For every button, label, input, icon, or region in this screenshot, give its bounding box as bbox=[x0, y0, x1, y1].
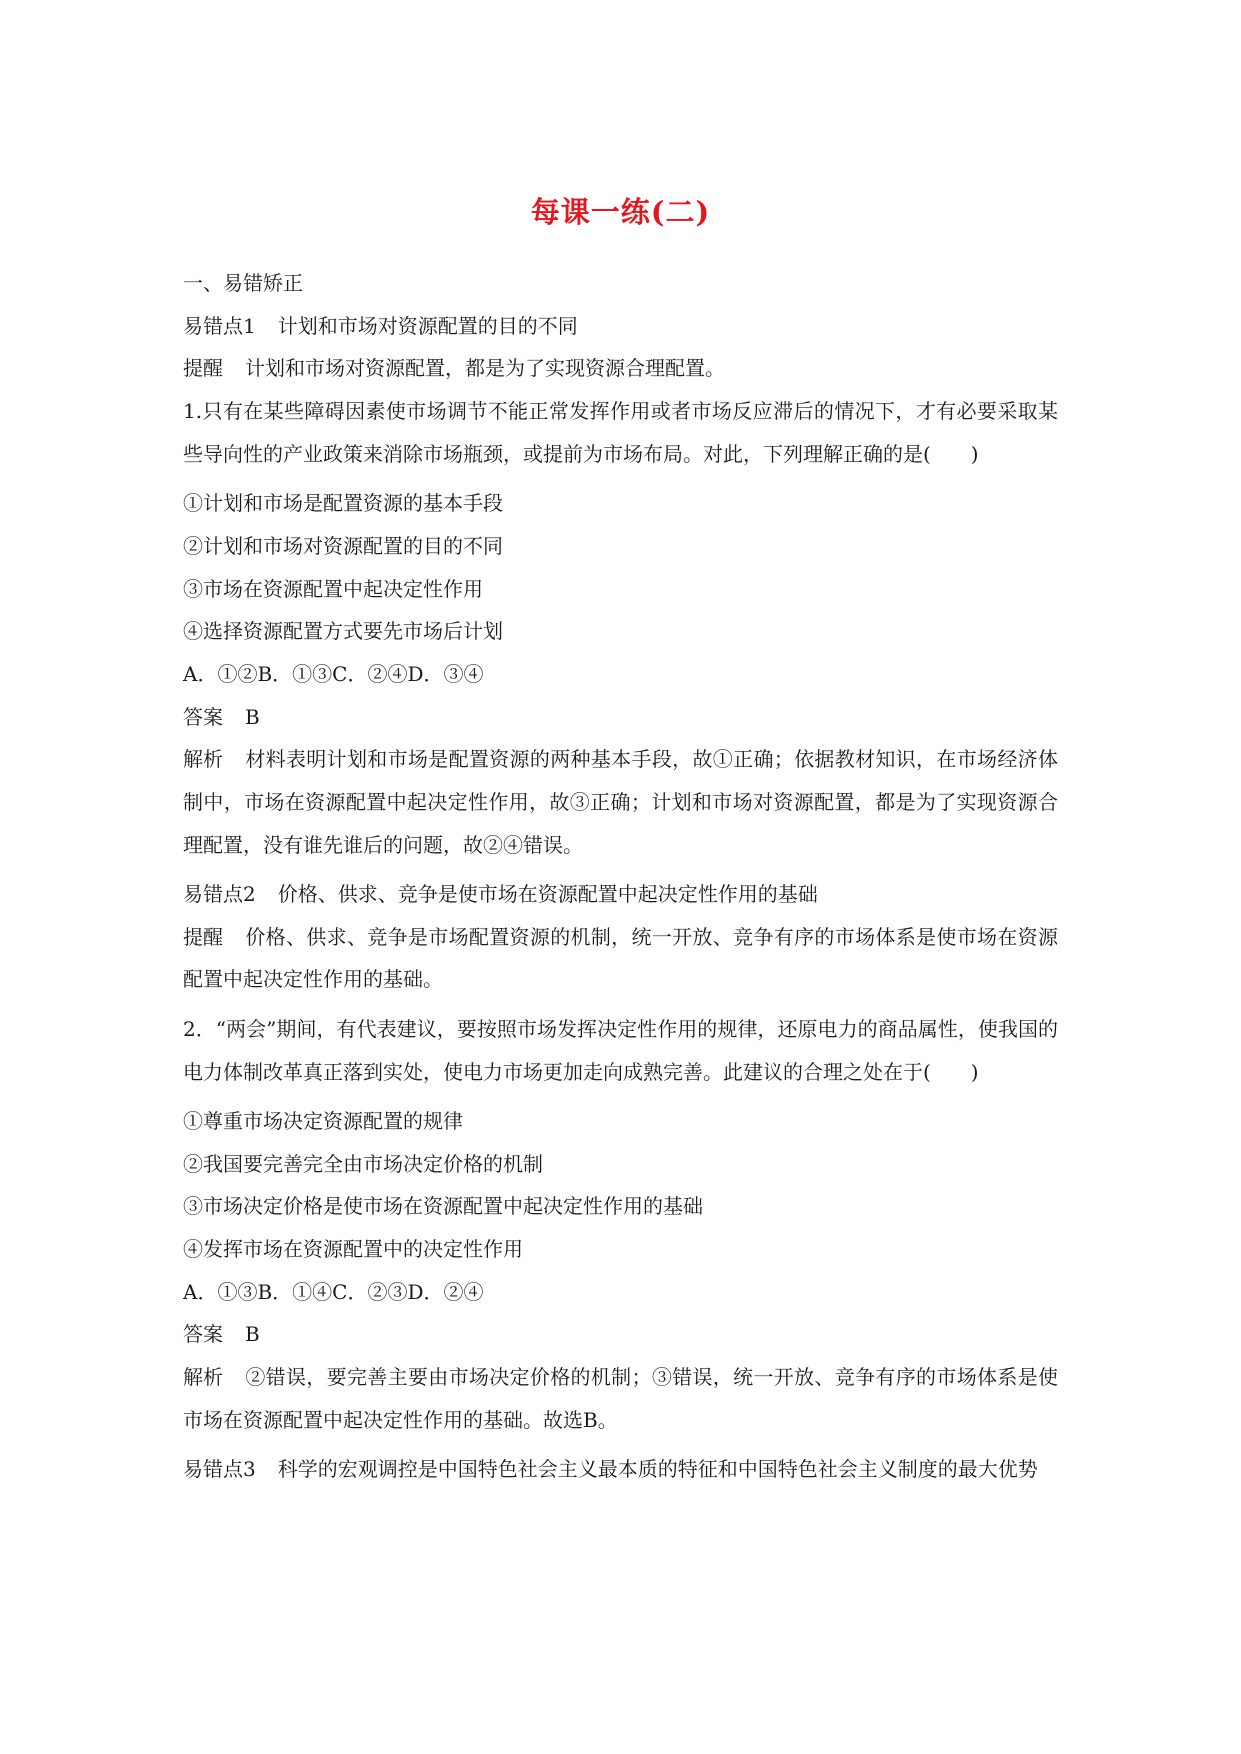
analysis-text: ②错误，要完善主要由市场决定价格的机制；③错误，统一开放、竞争有序的市场体系是使市场在资源配置中起决定性作用的基础。故选B。 bbox=[183, 1365, 1058, 1432]
choices: A．①②B．①③C．②④D．③④ bbox=[183, 661, 484, 686]
answer-label: 答案 bbox=[183, 1322, 223, 1347]
tip-1 bbox=[183, 353, 1058, 383]
document-body bbox=[183, 268, 1058, 1504]
analysis-2 bbox=[183, 1356, 1058, 1441]
tip-2 bbox=[183, 916, 1058, 1001]
answer-2 bbox=[183, 1319, 1058, 1349]
analysis-text: 材料表明计划和市场是配置资源的两种基本手段，故①正确；依据教材知识，在市场经济体制中，市场在资源配置中起决定性作用，故③正确；计划和市场对资源配置，都是为了实现资源合理配置，没有谁先谁后的问题，故②④错误。 bbox=[183, 747, 1058, 857]
option-2: ②我国要完善完全由市场决定价格的机制 bbox=[183, 1151, 543, 1176]
tip-text: 计划和市场对资源配置，都是为了实现资源合理配置。 bbox=[245, 356, 725, 381]
error-point-label: 易错点3 bbox=[183, 1457, 256, 1482]
option-3: ③市场在资源配置中起决定性作用 bbox=[183, 576, 483, 601]
analysis-label: 解析 bbox=[183, 1365, 223, 1390]
analysis-content bbox=[183, 738, 1058, 866]
page-title: 每课一练(二) bbox=[530, 195, 711, 229]
error-point-label: 易错点1 bbox=[183, 313, 256, 338]
error-point-text: 价格、供求、竞争是使市场在资源配置中起决定性作用的基础 bbox=[277, 882, 818, 907]
question-text: 2．“两会”期间，有代表建议，要按照市场发挥决定性作用的规律，还原电力的商品属性，使我国的电力体制改革真正落到实处，使电力市场更加走向成熟完善。此建议的合理之处在于( ) bbox=[183, 1016, 1058, 1084]
option-4: ④选择资源配置方式要先市场后计划 bbox=[183, 619, 503, 644]
question-text: 1.只有在某些障碍因素使市场调节不能正常发挥作用或者市场反应滞后的情况下，才有必要采取某些导向性的产业政策来消除市场瓶颈，或提前为市场布局。对此，下列理解正确的是( ) bbox=[183, 399, 1058, 466]
analysis-1 bbox=[183, 738, 1058, 866]
option-1: ①计划和市场是配置资源的基本手段 bbox=[183, 491, 503, 516]
analysis-label: 解析 bbox=[183, 747, 223, 772]
tip-label: 提醒 bbox=[183, 356, 223, 381]
answer-value: B bbox=[245, 1322, 260, 1347]
error-point-text: 计划和市场对资源配置的目的不同 bbox=[277, 313, 578, 338]
analysis-content bbox=[183, 1356, 1058, 1441]
section-heading: 一、易错矫正 bbox=[183, 271, 303, 295]
answer-label: 答案 bbox=[183, 704, 223, 729]
option-3: ③市场决定价格是使市场在资源配置中起决定性作用的基础 bbox=[183, 1194, 703, 1219]
answer-value: B bbox=[245, 704, 260, 729]
option-1: ①尊重市场决定资源配置的规律 bbox=[183, 1108, 463, 1133]
error-point-content bbox=[183, 1448, 1058, 1491]
answer-1 bbox=[183, 702, 1058, 732]
tip-label: 提醒 bbox=[183, 924, 223, 949]
question-2 bbox=[183, 1008, 1058, 1093]
question-1 bbox=[183, 390, 1058, 475]
choices: A．①③B．①④C．②③D．②④ bbox=[183, 1279, 484, 1304]
tip-text: 价格、供求、竞争是市场配置资源的机制，统一开放、竞争有序的市场体系是使市场在资源配置中起决定性作用的基础。 bbox=[183, 924, 1058, 992]
error-point-1 bbox=[183, 311, 1058, 341]
option-4: ④发挥市场在资源配置中的决定性作用 bbox=[183, 1237, 523, 1262]
error-point-label: 易错点2 bbox=[183, 882, 256, 907]
tip-content bbox=[183, 916, 1058, 1001]
option-2: ②计划和市场对资源配置的目的不同 bbox=[183, 533, 503, 558]
error-point-3 bbox=[183, 1448, 1058, 1491]
error-point-text: 科学的宏观调控是中国特色社会主义最本质的特征和中国特色社会主义制度的最大优势 bbox=[277, 1457, 1038, 1482]
error-point-2 bbox=[183, 879, 1058, 909]
